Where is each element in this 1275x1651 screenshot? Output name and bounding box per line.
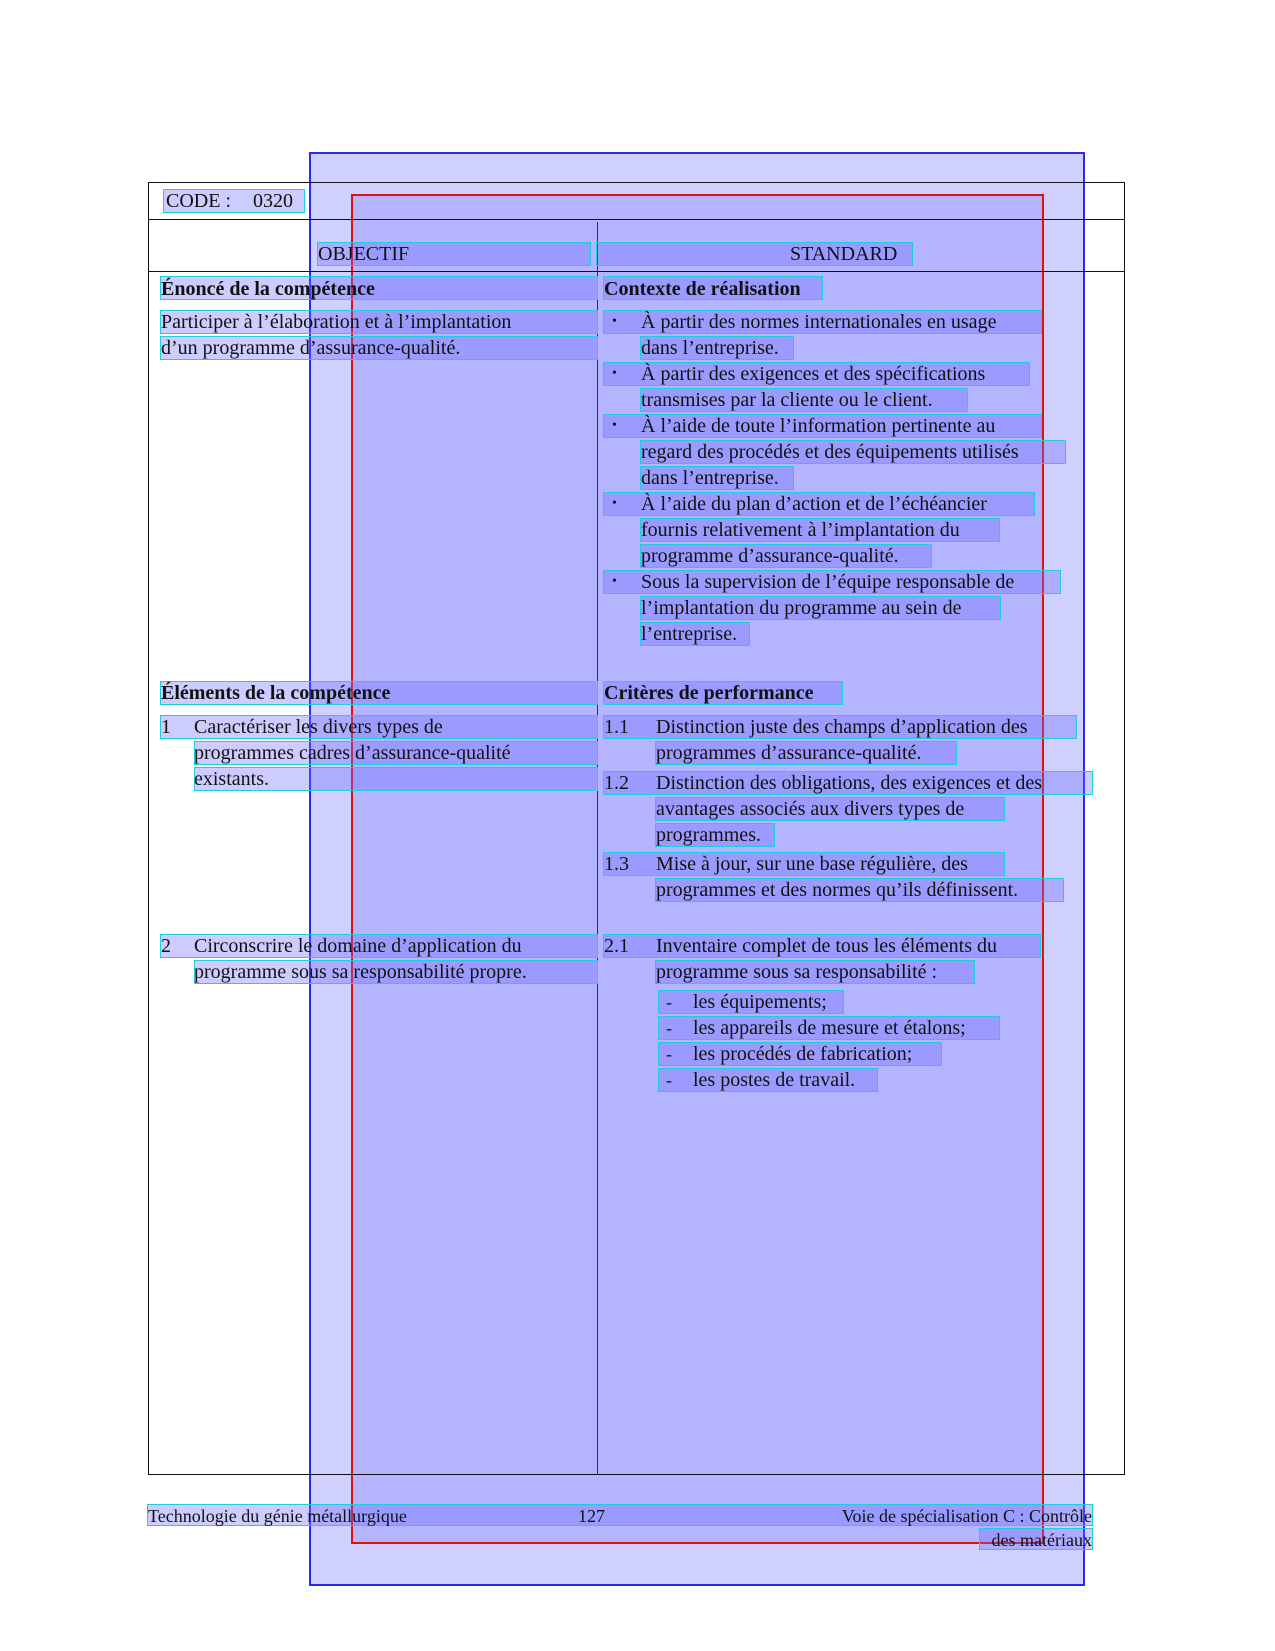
footer-specialisation-line: des matériaux (991, 1530, 1092, 1550)
code-label: CODE : (166, 190, 231, 212)
elements-title: Éléments de la compétence (161, 682, 391, 704)
contexte-line: regard des procédés et des équipements utilisés (641, 441, 1019, 463)
element-line: Circonscrire le domaine d’application du (194, 935, 522, 957)
critere-number: 2.1 (604, 935, 629, 957)
enonce-title: Énoncé de la compétence (161, 278, 375, 300)
element-number: 1 (161, 716, 171, 738)
bullet-icon: • (612, 418, 617, 433)
element-line: existants. (194, 768, 269, 790)
contexte-line: dans l’entreprise. (641, 467, 779, 489)
critere-line: Distinction des obligations, des exigences et des (656, 772, 1043, 794)
critere-line: Inventaire complet de tous les éléments du (656, 935, 998, 957)
bullet-icon: • (612, 314, 617, 329)
contexte-line: l’implantation du programme au sein de (641, 597, 962, 619)
element-line: programmes cadres d’assurance-qualité (194, 742, 511, 764)
contexte-title: Contexte de réalisation (604, 278, 801, 300)
contexte-line: l’entreprise. (641, 623, 738, 645)
column-divider (597, 222, 598, 1475)
critere-line: avantages associés aux divers types de (656, 798, 965, 820)
contexte-line: À partir des exigences et des spécifications (641, 363, 986, 385)
contexte-line: À partir des normes internationales en usage (641, 311, 997, 333)
sub-item: les appareils de mesure et étalons; (693, 1017, 966, 1039)
sub-item: les procédés de fabrication; (693, 1043, 913, 1065)
footer-specialisation (806, 1504, 1092, 1552)
sub-item: les postes de travail. (693, 1069, 856, 1091)
critere-line: Mise à jour, sur une base régulière, des (656, 853, 968, 875)
dash-icon: - (666, 1044, 672, 1064)
code-rule (148, 219, 1125, 220)
critere-line: programmes d’assurance-qualité. (656, 742, 922, 764)
column-header-standard: STANDARD (790, 243, 898, 265)
code-value: 0320 (253, 190, 293, 212)
enonce-line: Participer à l’élaboration et à l’implantation (161, 311, 512, 333)
critere-number: 1.2 (604, 772, 629, 794)
contexte-line: transmises par la cliente ou le client. (641, 389, 933, 411)
sub-item: les équipements; (693, 991, 827, 1013)
page-number: 127 (578, 1506, 605, 1526)
critere-line: programmes. (656, 824, 761, 846)
contexte-line: fournis relativement à l’implantation du (641, 519, 960, 541)
critere-line: Distinction juste des champs d’application des (656, 716, 1028, 738)
critere-line: programmes et des normes qu’ils définissent. (656, 879, 1019, 901)
critere-number: 1.3 (604, 853, 629, 875)
criteres-title: Critères de performance (604, 682, 814, 704)
dash-icon: - (666, 1070, 672, 1090)
element-number: 2 (161, 935, 171, 957)
footer-specialisation-line: Voie de spécialisation C : Contrôle (841, 1506, 1092, 1526)
contexte-line: dans l’entreprise. (641, 337, 779, 359)
dash-icon: - (666, 1018, 672, 1038)
critere-number: 1.1 (604, 716, 629, 738)
footer-title: Technologie du génie métallurgique (148, 1506, 407, 1526)
code-row (166, 190, 293, 213)
column-header-objectif: OBJECTIF (318, 243, 410, 265)
contexte-line: À l’aide du plan d’action et de l’échéancier (641, 493, 987, 515)
bullet-icon: • (612, 366, 617, 381)
contexte-line: À l’aide de toute l’information pertinente au (641, 415, 996, 437)
bullet-icon: • (612, 496, 617, 511)
contexte-line: Sous la supervision de l’équipe responsable de (641, 571, 1015, 593)
element-line: Caractériser les divers types de (194, 716, 443, 738)
enonce-line: d’un programme d’assurance-qualité. (161, 337, 461, 359)
dash-icon: - (666, 992, 672, 1012)
bullet-icon: • (612, 574, 617, 589)
element-line: programme sous sa responsabilité propre. (194, 961, 527, 983)
header-rule (148, 271, 1125, 272)
critere-line: programme sous sa responsabilité : (656, 961, 938, 983)
contexte-line: programme d’assurance-qualité. (641, 545, 899, 567)
